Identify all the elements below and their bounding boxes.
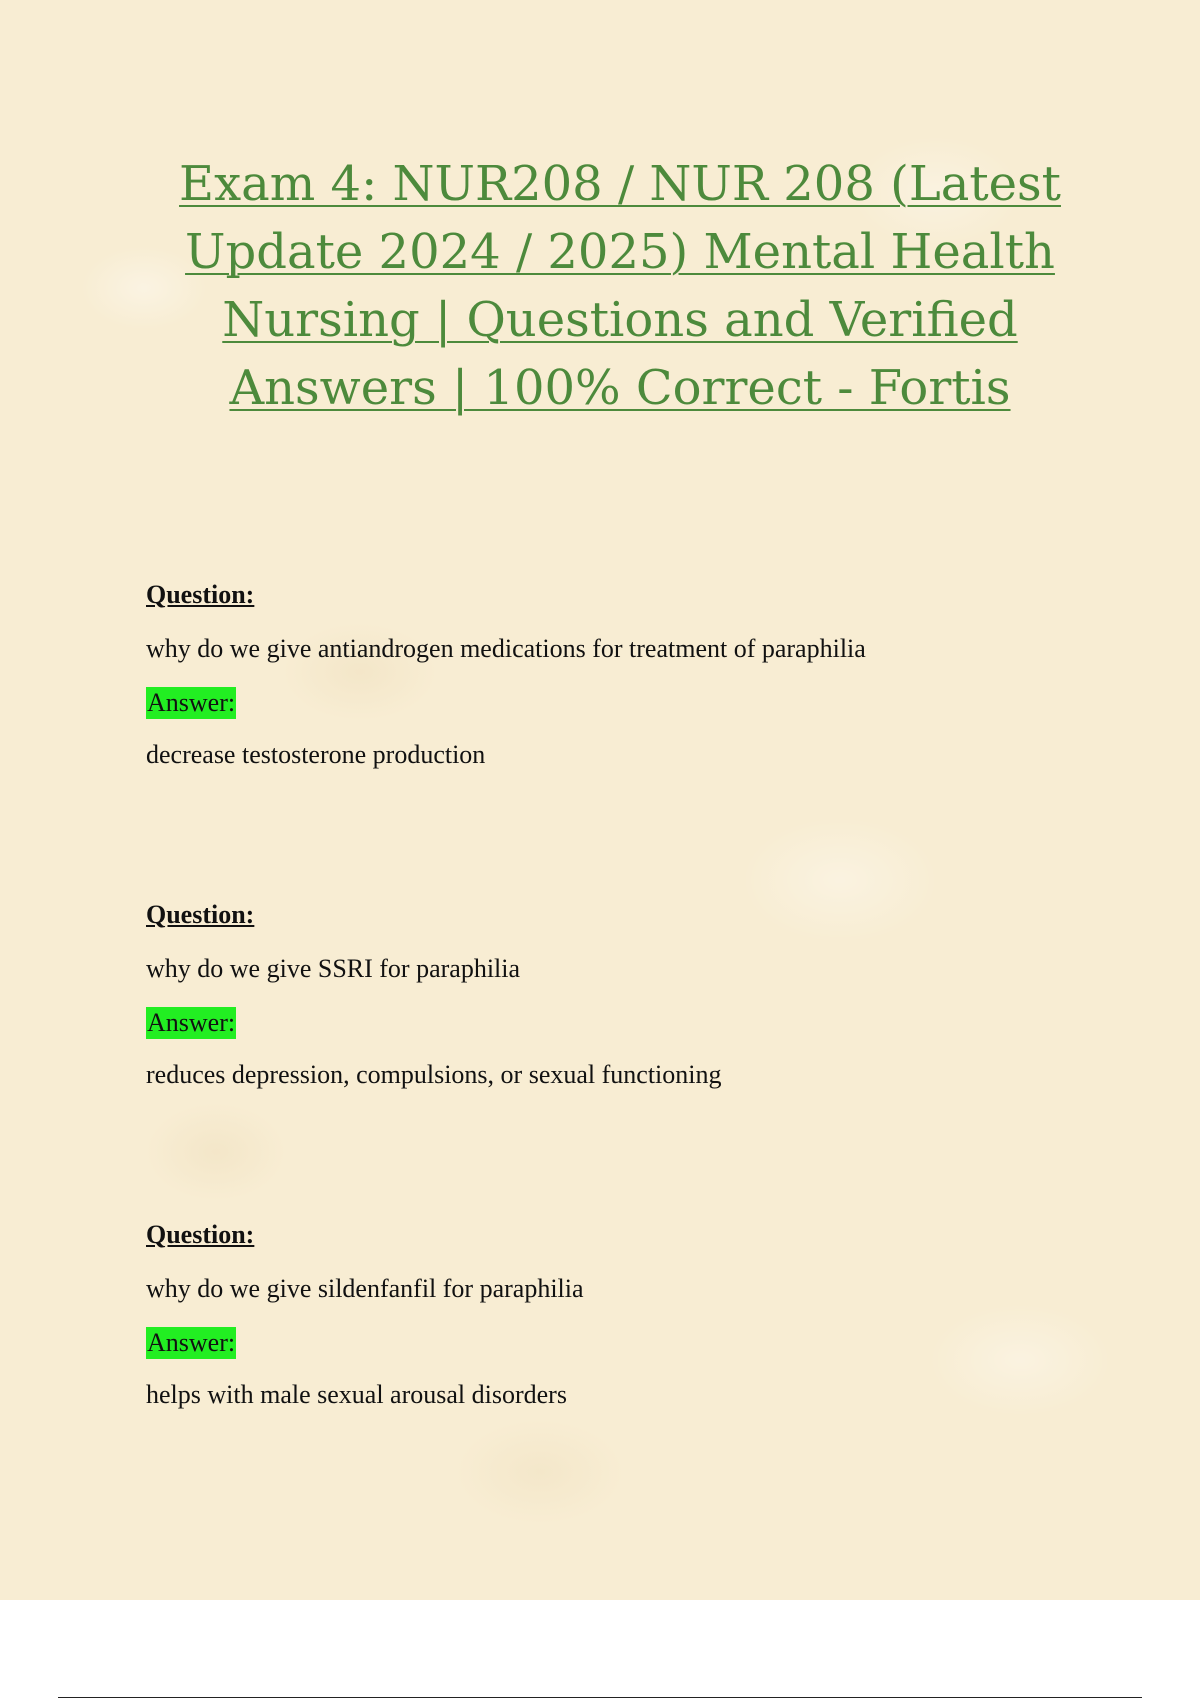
qa-item-2 xyxy=(146,900,1146,1090)
answer-text: decrease testosterone production xyxy=(146,740,486,769)
question-label: Question: xyxy=(146,1220,255,1249)
page-divider xyxy=(58,1697,1142,1698)
document-title: Exam 4: NUR208 / NUR 208 (Latest Update 2024 / 2025) Mental Health Nursing | Questions and Verified Answers | 100% Correct - Fortis xyxy=(179,156,1061,416)
answer-text: reduces depression, compulsions, or sexual functioning xyxy=(146,1060,722,1089)
answer-text: helps with male sexual arousal disorders xyxy=(146,1380,567,1409)
question-text: why do we give sildenfanfil for paraphilia xyxy=(146,1274,584,1303)
answer-label: Answer: xyxy=(147,1008,236,1037)
answer-label: Answer: xyxy=(147,688,236,717)
answer-label: Answer: xyxy=(147,1328,236,1357)
qa-item-3 xyxy=(146,1220,1146,1410)
question-text: why do we give SSRI for paraphilia xyxy=(146,954,521,983)
question-label: Question: xyxy=(146,900,255,929)
qa-item-1 xyxy=(146,580,1146,770)
question-label: Question: xyxy=(146,580,255,609)
question-text: why do we give antiandrogen medications for treatment of paraphilia xyxy=(146,634,866,663)
